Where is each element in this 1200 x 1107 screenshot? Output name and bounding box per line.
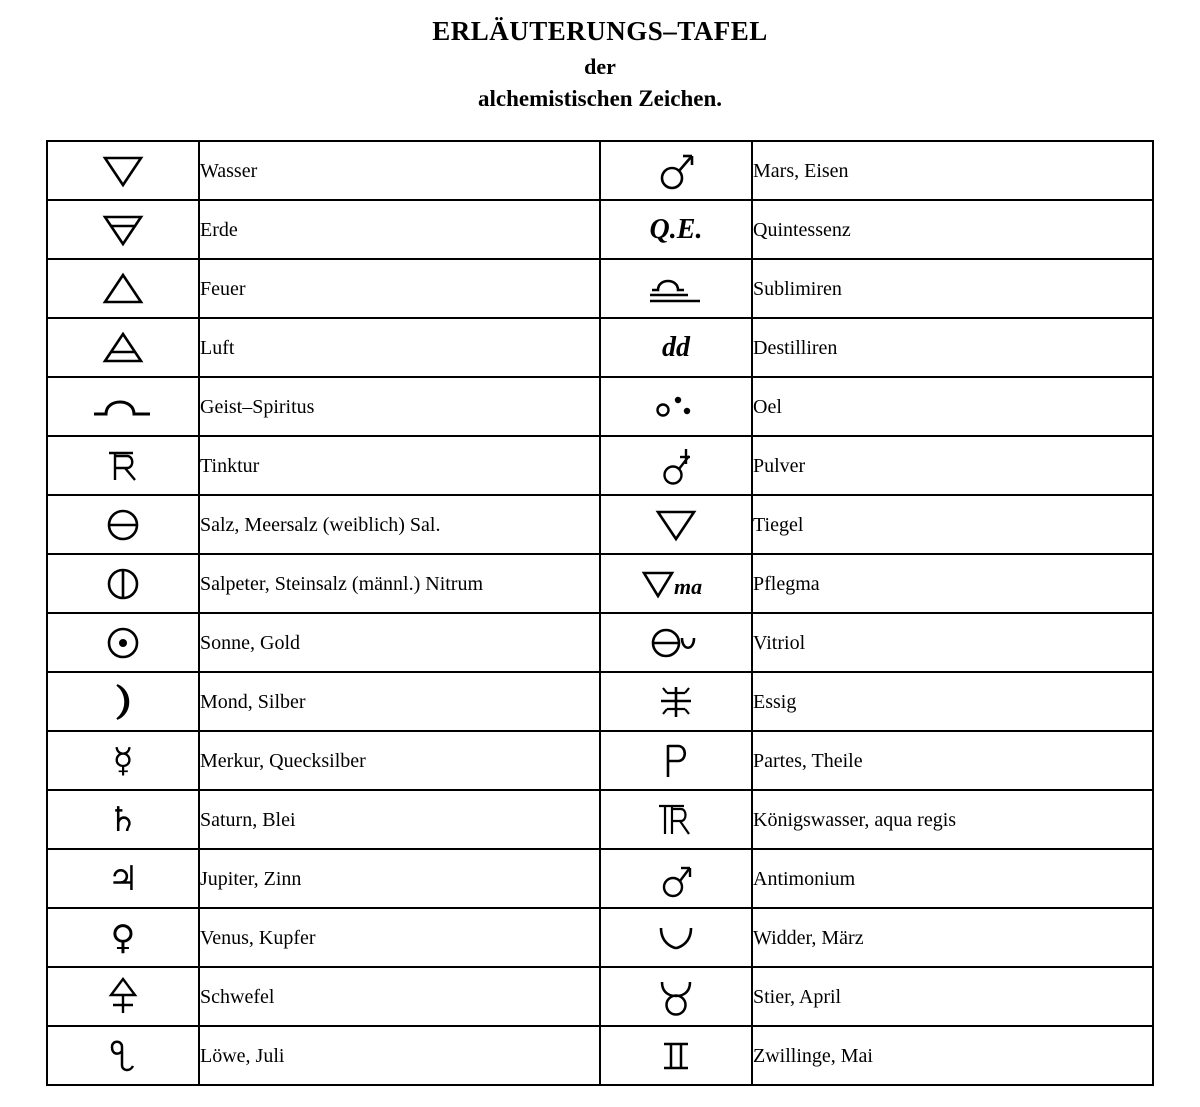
table-row — [47, 967, 1153, 1026]
leo-icon — [47, 1026, 199, 1085]
table-row — [47, 1026, 1153, 1085]
symbol-label: Salz, Meersalz (weiblich) Sal. — [199, 495, 600, 554]
symbol-label: Zwillinge, Mai — [752, 1026, 1153, 1085]
venus-icon — [47, 908, 199, 967]
symbol-label: Widder, März — [752, 908, 1153, 967]
mars-iron-icon — [600, 141, 752, 200]
symbol-label: Venus, Kupfer — [199, 908, 600, 967]
title-block — [0, 0, 1200, 112]
crucible-triangle-down-icon — [600, 495, 752, 554]
symbol-label: Sonne, Gold — [199, 613, 600, 672]
symbol-label: Merkur, Quecksilber — [199, 731, 600, 790]
water-triangle-down-icon — [101, 153, 145, 189]
fire-triangle-up-icon — [101, 271, 145, 307]
symbol-label: Pflegma — [752, 554, 1153, 613]
salt-circle-bar-icon — [103, 505, 143, 545]
symbol-label: Luft — [199, 318, 600, 377]
sun-gold-icon — [103, 623, 143, 663]
symbol-label: Essig — [752, 672, 1153, 731]
crucible-triangle-down-icon — [654, 507, 698, 543]
page-subtitle-der: der — [584, 54, 616, 79]
venus-icon: ♀ — [110, 917, 136, 958]
sun-gold-icon — [47, 613, 199, 672]
taurus-icon — [656, 976, 696, 1018]
air-triangle-up-bar-icon — [101, 330, 145, 366]
table-row — [47, 554, 1153, 613]
water-triangle-down-icon — [47, 141, 199, 200]
mars-iron-icon — [654, 150, 698, 192]
jupiter-icon — [47, 849, 199, 908]
spirit-arc-icon — [88, 392, 158, 422]
symbol-label: Pulver — [752, 436, 1153, 495]
sublimate-arc-bar-icon — [600, 259, 752, 318]
symbol-label: Löwe, Juli — [199, 1026, 600, 1085]
earth-triangle-down-bar-icon — [47, 200, 199, 259]
antimony-icon — [656, 857, 696, 901]
fire-triangle-up-icon — [47, 259, 199, 318]
table-row — [47, 259, 1153, 318]
distill-dd-icon — [600, 318, 752, 377]
table-row — [47, 849, 1153, 908]
phlegma-triangle-ma-icon — [640, 566, 712, 602]
jupiter-icon: ♃ — [107, 858, 139, 899]
mercury-icon — [47, 731, 199, 790]
salt-circle-bar-icon — [47, 495, 199, 554]
powder-mars-cross-icon — [600, 436, 752, 495]
sulphur-icon — [47, 967, 199, 1026]
powder-mars-cross-icon — [656, 444, 696, 488]
symbol-label: Mond, Silber — [199, 672, 600, 731]
table-row — [47, 141, 1153, 200]
partes-p-icon — [659, 741, 693, 781]
svg-text:ma: ma — [674, 573, 703, 599]
symbol-label: Mars, Eisen — [752, 141, 1153, 200]
symbol-label: Königswasser, aqua regis — [752, 790, 1153, 849]
table-row — [47, 436, 1153, 495]
symbol-label: Oel — [752, 377, 1153, 436]
vinegar-cross-icon — [653, 681, 699, 723]
quintessence-qe-icon: Q.E. — [649, 213, 703, 245]
table-row — [47, 377, 1153, 436]
saturn-icon: ♄ — [107, 799, 139, 840]
symbol-label: Feuer — [199, 259, 600, 318]
symbol-label: Salpeter, Steinsalz (männl.) Nitrum — [199, 554, 600, 613]
earth-triangle-down-bar-icon — [101, 212, 145, 248]
page-subtitle-alchemistischen: alchemistischen Zeichen. — [477, 86, 723, 111]
table-row — [47, 495, 1153, 554]
symbol-label: Wasser — [199, 141, 600, 200]
mercury-icon: ☿ — [112, 740, 134, 781]
aries-icon — [600, 908, 752, 967]
vinegar-cross-icon — [600, 672, 752, 731]
moon-silver-icon — [47, 672, 199, 731]
symbol-label: Schwefel — [199, 967, 600, 1026]
symbol-label: Quintessenz — [752, 200, 1153, 259]
aries-icon — [654, 922, 698, 954]
vitriol-icon — [646, 625, 706, 661]
symbol-label: Tinktur — [199, 436, 600, 495]
tincture-r-icon — [47, 436, 199, 495]
symbol-table — [46, 140, 1154, 1086]
oil-dots-icon — [600, 377, 752, 436]
saltpeter-circle-vertical-icon — [103, 564, 143, 604]
tincture-r-icon — [103, 446, 143, 486]
leo-icon — [103, 1035, 143, 1077]
symbol-label: Jupiter, Zinn — [199, 849, 600, 908]
phlegma-triangle-ma-icon — [600, 554, 752, 613]
table-row — [47, 613, 1153, 672]
distill-dd-icon: dd — [662, 331, 690, 363]
vitriol-icon — [600, 613, 752, 672]
symbol-label: Geist–Spiritus — [199, 377, 600, 436]
page-title: ERLÄUTERUNGS–TAFEL — [432, 16, 768, 46]
air-triangle-up-bar-icon — [47, 318, 199, 377]
saturn-icon — [47, 790, 199, 849]
symbol-label: Stier, April — [752, 967, 1153, 1026]
table-row — [47, 200, 1153, 259]
gemini-icon — [656, 1037, 696, 1075]
table-row — [47, 318, 1153, 377]
sulphur-icon — [104, 975, 142, 1019]
table-row — [47, 731, 1153, 790]
spirit-arc-icon — [47, 377, 199, 436]
sublimate-arc-bar-icon — [644, 272, 708, 306]
aqua-regis-rr-icon — [654, 800, 698, 840]
moon-silver-icon — [106, 681, 140, 723]
symbol-label: Erde — [199, 200, 600, 259]
quintessence-qe-icon — [600, 200, 752, 259]
saltpeter-circle-vertical-icon — [47, 554, 199, 613]
partes-p-icon — [600, 731, 752, 790]
symbol-label: Vitriol — [752, 613, 1153, 672]
taurus-icon — [600, 967, 752, 1026]
aqua-regis-rr-icon — [600, 790, 752, 849]
antimony-icon — [600, 849, 752, 908]
symbol-label: Partes, Theile — [752, 731, 1153, 790]
table-row — [47, 790, 1153, 849]
symbol-label: Antimonium — [752, 849, 1153, 908]
table-row — [47, 908, 1153, 967]
symbol-label: Destilliren — [752, 318, 1153, 377]
gemini-icon — [600, 1026, 752, 1085]
table-row — [47, 672, 1153, 731]
symbol-table-wrapper — [46, 140, 1154, 1086]
oil-dots-icon — [650, 390, 702, 424]
symbol-label: Sublimiren — [752, 259, 1153, 318]
symbol-label: Tiegel — [752, 495, 1153, 554]
symbol-label: Saturn, Blei — [199, 790, 600, 849]
